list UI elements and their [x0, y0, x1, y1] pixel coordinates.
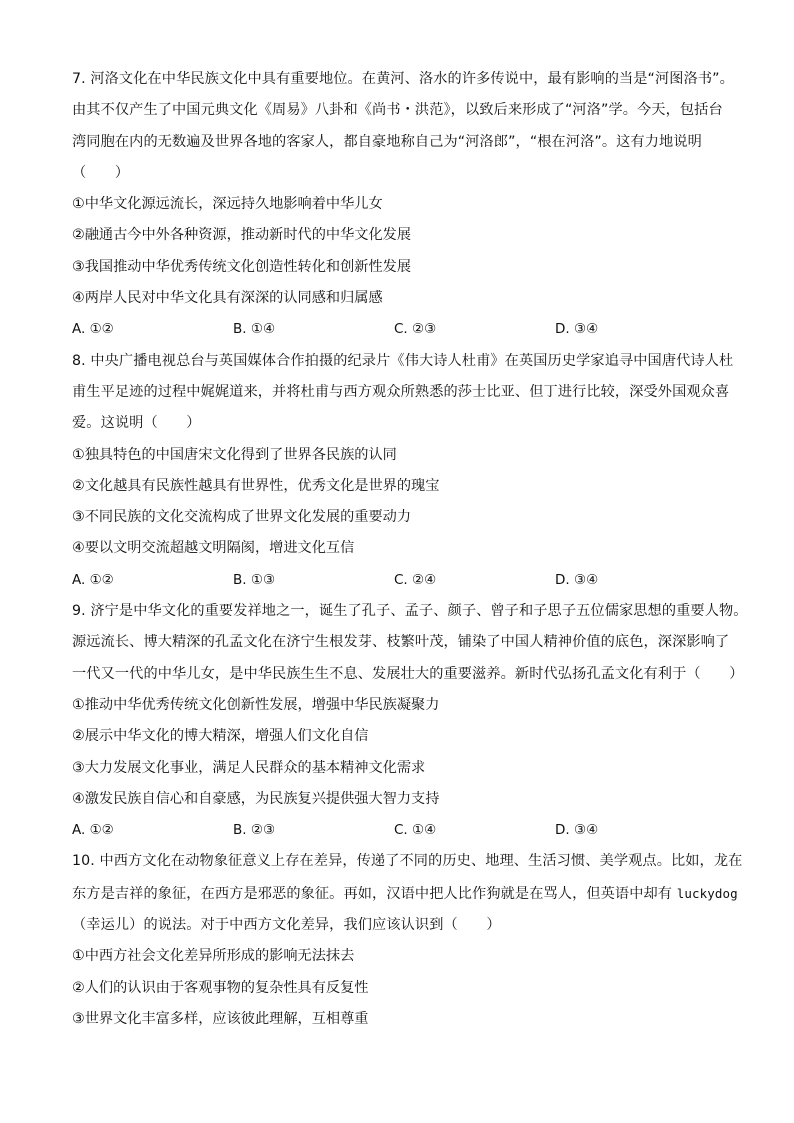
question-stem-line: 8. 中央广播电视总台与英国媒体合作拍摄的纪录片《伟大诗人杜甫》在英国历史学家追寻中国唐代诗人杜 — [72, 352, 734, 369]
choice-b: B. ①③ — [233, 571, 276, 588]
answer-choices — [72, 815, 732, 846]
choice-a: A. ①② — [72, 822, 114, 839]
question-stem-line: 10. 中西方文化在动物象征意义上存在差异，传递了不同的历史、地理、生活习惯、美学观点。比如，龙在 — [72, 853, 743, 870]
question-10 — [72, 846, 743, 1035]
statement-item: ③世界文化丰富多样，应该彼此理解，互相尊重 — [72, 1010, 369, 1027]
choice-d: D. ③④ — [555, 822, 599, 839]
choice-b: B. ②③ — [233, 822, 276, 839]
question-stem-line: 9. 济宁是中华文化的重要发祥地之一，诞生了孔子、孟子、颜子、曾子和子思子五位儒家思想的重要人物。 — [72, 603, 748, 620]
statement-item: ③我国推动中华优秀传统文化创造性转化和创新性发展 — [72, 258, 412, 275]
choice-d: D. ③④ — [555, 571, 599, 588]
question-stem-line: 湾同胞在内的无数遍及世界各地的客家人，都自豪地称自己为“河洛郎”，“根在河洛”。这有力地说明 — [72, 133, 702, 150]
answer-choices — [72, 565, 732, 596]
choice-b: B. ①④ — [233, 321, 276, 338]
exam-page — [72, 64, 748, 1035]
question-9 — [72, 596, 748, 846]
question-8 — [72, 346, 732, 596]
statement-item: ③大力发展文化事业，满足人民群众的基本精神文化需求 — [72, 759, 426, 776]
question-stem-line: 爱。这说明（ ） — [72, 415, 201, 432]
question-stem-line: 甫生平足迹的过程中娓娓道来，并将杜甫与西方观众所熟悉的莎士比亚、但丁进行比较，深受外国观众喜 — [72, 383, 730, 400]
statement-item: ②人们的认识由于客观事物的复杂性具有反复性 — [72, 979, 369, 996]
answer-choices — [72, 314, 732, 345]
question-stem-line: 由其不仅产生了中国元典文化《周易》八卦和《尚书・洪范》，以致后来形成了“河洛”学。今天，包括台 — [72, 102, 723, 119]
question-stem-text: 东方是吉祥的象征，在西方是邪恶的象征。再如，汉语中把人比作狗就是在骂人，但英语中却有 — [72, 885, 673, 902]
statement-item: ①独具特色的中国唐宋文化得到了世界各民族的认同 — [72, 446, 397, 463]
statement-item: ①中西方社会文化差异所形成的影响无法抹去 — [72, 948, 355, 965]
choice-d: D. ③④ — [555, 321, 599, 338]
question-stem-line: 源远流长、博大精深的孔孟文化在济宁生根发芽、枝繁叶茂，铺染了中国人精神价值的底色，深深影响了 — [72, 634, 730, 651]
choice-c: C. ②③ — [394, 321, 437, 338]
question-stem-line: （幸运儿）的说法。对于中西方文化差异，我们应该认识到（ ） — [72, 917, 501, 934]
inline-english-term: luckydog — [676, 885, 738, 901]
choice-a: A. ①② — [72, 321, 114, 338]
statement-item: ②展示中华文化的博大精深，增强人们文化自信 — [72, 728, 369, 745]
question-stem-line: 一代又一代的中华儿女，是中华民族生生不息、发展壮大的重要滋养。新时代弘扬孔孟文化有利于（ ） — [72, 665, 744, 682]
statement-item: ③不同民族的文化交流构成了世界文化发展的重要动力 — [72, 509, 412, 526]
statement-item: ④要以文明交流超越文明隔阂，增进文化互信 — [72, 540, 355, 557]
choice-c: C. ②④ — [394, 571, 437, 588]
statement-item: ④激发民族自信心和自豪感，为民族复兴提供强大智力支持 — [72, 790, 440, 807]
choice-c: C. ①④ — [394, 822, 437, 839]
statement-item: ①中华文化源远流长，深远持久地影响着中华儿女 — [72, 196, 383, 213]
question-stem-line — [72, 878, 738, 910]
statement-item: ②文化越具有民族性越具有世界性，优秀文化是世界的瑰宝 — [72, 477, 440, 494]
statement-item: ①推动中华优秀传统文化创新性发展，增强中华民族凝聚力 — [72, 696, 440, 713]
statement-item: ④两岸人民对中华文化具有深深的认同感和归属感 — [72, 290, 383, 307]
statement-item: ②融通古今中外各种资源，推动新时代的中华文化发展 — [72, 227, 412, 244]
question-stem-line: 7. 河洛文化在中华民族文化中具有重要地位。在黄河、洛水的许多传说中，最有影响的当是“河图洛书”。 — [72, 71, 734, 87]
question-7 — [72, 64, 732, 346]
answer-blank: （ ） — [72, 164, 130, 181]
choice-a: A. ①② — [72, 571, 114, 588]
